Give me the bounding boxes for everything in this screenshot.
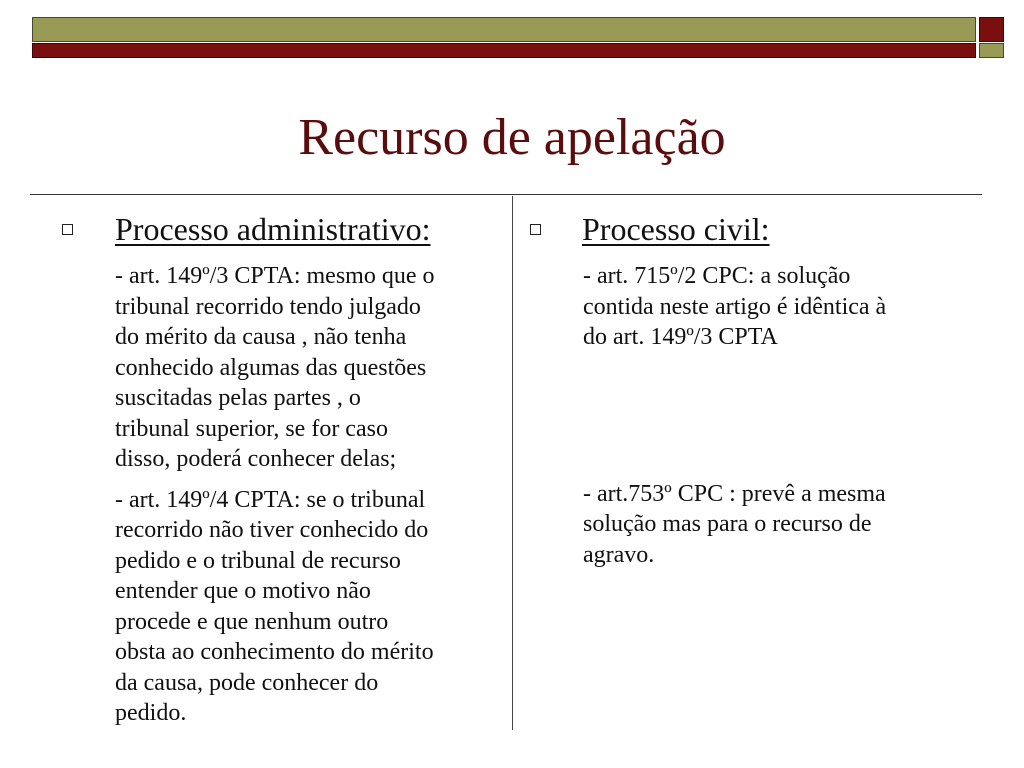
square-bullet-icon: [530, 224, 541, 235]
left-paragraph-1: - art. 149º/3 CPTA: mesmo que o tribunal recorrido tendo julgado do mérito da causa , não tenha conhecido algumas das questões suscitadas pelas partes , o tribunal superior, se for caso disso, poderá conhecer delas;: [115, 263, 435, 473]
right-paragraph-1: - art. 715º/2 CPC: a solução contida neste artigo é idêntica à do art. 149º/3 CPTA: [583, 263, 887, 351]
left-paragraph-2: - art. 149º/4 CPTA: se o tribunal recorrido não tiver conhecido do pedido e o tribunal de recurso entender que o motivo não procede e que nenhum outro obsta ao conhecimento do mérito da causa, pode conhecer do pedido.: [115, 486, 434, 727]
header-bar-maroon: [32, 43, 976, 58]
left-column: [62, 212, 502, 729]
right-bullet-row: [530, 212, 970, 247]
title-divider: [30, 194, 982, 195]
square-bullet-icon: [62, 224, 73, 235]
slide-title: Recurso de apelação: [298, 109, 726, 166]
header-square-olive: [979, 43, 1004, 58]
header-bar-olive: [32, 17, 976, 42]
left-bullet-row: [62, 212, 502, 247]
column-divider: [512, 196, 513, 730]
header-square-maroon: [979, 17, 1004, 42]
right-paragraph-2: - art.753º CPC : prevê a mesma solução mas para o recurso de agravo.: [583, 480, 886, 568]
left-heading: Processo administrativo:: [115, 211, 431, 247]
right-heading: Processo civil:: [582, 211, 770, 247]
right-column: [530, 212, 970, 570]
